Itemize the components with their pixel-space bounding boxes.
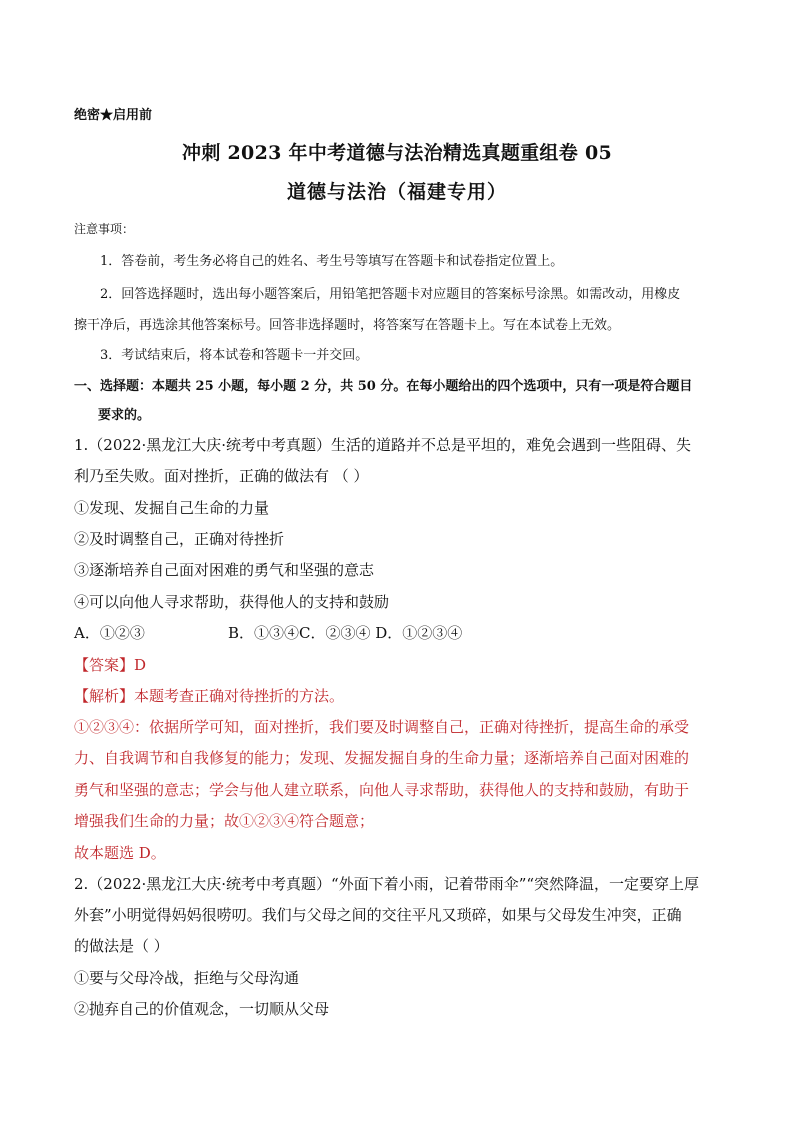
- q1-choice-a: A．①②③: [74, 624, 145, 642]
- question-2-stem: 2.（2022·黑龙江大庆·统考中考真题）“外面下着小雨，记着带雨伞”“突然降温，一定要穿上厚: [74, 875, 700, 893]
- q1-conclusion: 故本题选 D。: [74, 844, 166, 862]
- analysis-label: 【解析】: [74, 687, 135, 705]
- q2-item-1: ①要与父母冷战，拒绝与父母沟通: [74, 969, 300, 987]
- q1-explanation-2: 力、自我调节和自我修复的能力；发现、发掘发掘自身的生命力量；逐渐培养自己面对困难的: [74, 749, 690, 767]
- q2-item-2: ②抛弃自己的价值观念，一切顺从父母: [74, 1000, 330, 1018]
- page-title: 冲刺 2023 年中考道德与法治精选真题重组卷 05: [182, 142, 612, 164]
- q1-analysis: [74, 685, 344, 706]
- notice-item-2: 2．回答选择题时，选出每小题答案后，用铅笔把答题卡对应题目的答案标号涂黑。如需改动，用橡皮: [100, 287, 681, 302]
- notice-item-1: 1．答卷前，考生务必将自己的姓名、考生号等填写在答题卡和试卷指定位置上。: [100, 254, 564, 269]
- q1-explanation-3: 勇气和坚强的意志；学会与他人建立联系，向他人寻求帮助，获得他人的支持和鼓励，有助于: [74, 781, 690, 799]
- section-heading: 一、选择题：本题共 25 小题，每小题 2 分，共 50 分。在每小题给出的四个选项中，只有一项是符合题目: [74, 379, 693, 394]
- question-1-stem: 1.（2022·黑龙江大庆·统考中考真题）生活的道路并不总是平坦的，难免会遇到一些阻碍、失: [74, 436, 692, 454]
- question-2-stem-cont: 外套”小明觉得妈妈很唠叨。我们与父母之间的交往平凡又琐碎，如果与父母发生冲突，正确: [74, 906, 682, 924]
- q1-choice-bcd: B．①③④C．②③④ D．①②③④: [228, 624, 463, 642]
- q1-item-2: ②及时调整自己，正确对待挫折: [74, 530, 285, 548]
- q1-item-1: ①发现、发掘自己生命的力量: [74, 499, 270, 517]
- q1-explanation-1: ①②③④：依据所学可知，面对挫折，我们要及时调整自己，正确对待挫折，提高生命的承受: [74, 718, 690, 736]
- notice-item-2-cont: 擦干净后，再选涂其他答案标号。回答非选择题时，将答案写在答题卡上。写在本试卷上无效。: [74, 318, 621, 333]
- section-heading-cont: 要求的。: [98, 408, 151, 423]
- q1-item-4: ④可以向他人寻求帮助，获得他人的支持和鼓励: [74, 593, 390, 611]
- question-2-stem-end: 的做法是（ ）: [74, 937, 169, 955]
- confidential-mark: 绝密★启用前: [74, 108, 153, 123]
- page-subtitle: 道德与法治（福建专用）: [286, 181, 507, 203]
- q1-item-3: ③逐渐培养自己面对困难的勇气和坚强的意志: [74, 561, 375, 579]
- q1-explanation-4: 增强我们生命的力量；故①②③④符合题意；: [74, 812, 375, 830]
- notice-heading: 注意事项：: [74, 222, 135, 236]
- analysis-text: 本题考查正确对待挫折的方法。: [134, 687, 345, 705]
- notice-item-3: 3．考试结束后，将本试卷和答题卡一并交回。: [100, 348, 369, 363]
- q1-answer: 【答案】D: [74, 656, 147, 674]
- question-1-stem-cont: 利乃至失败。面对挫折，正确的做法有 （ ）: [74, 467, 369, 485]
